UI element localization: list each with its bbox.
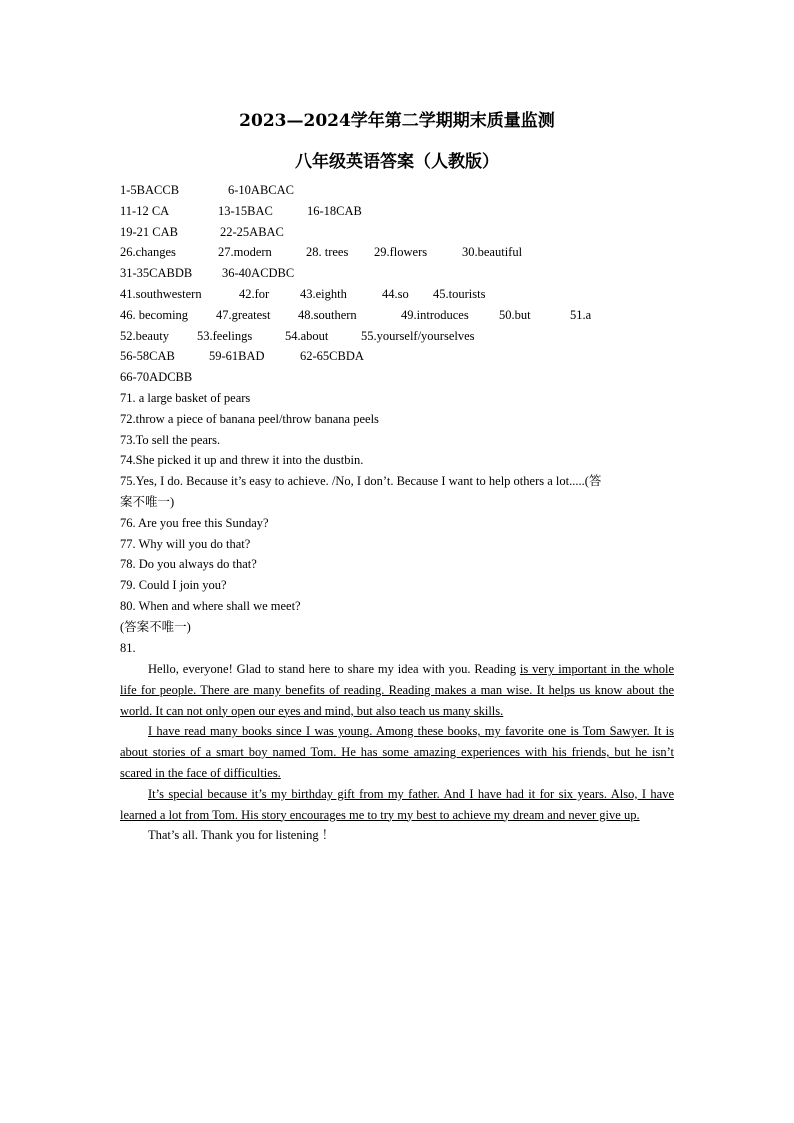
answer-row-8 — [120, 326, 676, 347]
essay-paragraph-3 — [120, 784, 674, 826]
answer-cell: 45.tourists — [433, 286, 486, 301]
answer-cell: 30.beautiful — [462, 245, 523, 260]
answer-key-subtitle: 八年级英语答案（人教版） — [295, 152, 499, 172]
answer-row-7 — [120, 305, 676, 326]
essay-paragraph-2 — [120, 721, 674, 783]
answer-cell: 43.eighth — [300, 286, 347, 301]
model-essay — [120, 659, 674, 846]
answer-76: 76. Are you free this Sunday? — [120, 515, 269, 530]
answer-cell: 28. trees — [306, 245, 349, 260]
answer-cell: 36-40ACDBC — [222, 266, 295, 281]
answer-row-6 — [120, 284, 676, 305]
answer-cell: 16-18CAB — [307, 203, 362, 218]
answer-cell: 41.southwestern — [120, 286, 202, 301]
answer-cell: 56-58CAB — [120, 349, 175, 364]
answer-cell: 42.for — [239, 286, 270, 301]
essay-underlined-text: is very important in the whole life for people. There are many benefits of reading. Reading makes a man wise. It helps us know about the world. It can not only open our eyes and mind, but also teach us many skills. — [120, 662, 674, 718]
answer-77: 77. Why will you do that? — [120, 536, 251, 551]
answer-cell: 19-21 CAB — [120, 224, 178, 239]
answer-cell: 55.yourself/yourselves — [361, 328, 475, 343]
answer-cell: 6-10ABCAC — [228, 183, 294, 197]
answer-cell: 26.changes — [120, 245, 176, 260]
answer-cell: 31-35CABDB — [120, 266, 193, 281]
answer-72: 72.throw a piece of banana peel/throw banana peels — [120, 411, 379, 426]
essay-closing: That’s all. Thank you for listening ！ — [148, 828, 335, 843]
answer-cell: 51.a — [570, 307, 592, 322]
answer-73: 73.To sell the pears. — [120, 432, 221, 447]
answer-cell: 47.greatest — [216, 307, 271, 322]
answer-cell: 62-65CBDA — [300, 349, 364, 364]
answer-note: (答案不唯一) — [120, 619, 191, 634]
answer-list — [120, 180, 676, 658]
essay-paragraph-4 — [120, 825, 674, 846]
answer-71: 71. a large basket of pears — [120, 390, 251, 405]
answer-row-3 — [120, 222, 676, 243]
answer-cell: 50.but — [499, 307, 531, 322]
answer-75-line-1: 75.Yes, I do. Because it’s easy to achieve. /No, I don’t. Because I want to help others a lot.....(答 — [120, 474, 602, 489]
answer-row-1 — [120, 180, 676, 201]
answer-cell: 11-12 CA — [120, 203, 170, 218]
answer-cell: 29.flowers — [374, 245, 428, 260]
answer-row-2 — [120, 201, 676, 222]
essay-plain-text: Hello, everyone! Glad to stand here to share my idea with you. Reading — [148, 662, 520, 676]
essay-underlined-text: I have read many books since I was young. Among these books, my favorite one is Tom Sawyer. It is about stories of a smart boy named Tom. He has some amazing experiences with his friends, but he isn’t scared in the face of difficulties. — [120, 724, 674, 780]
essay-paragraph-1 — [120, 659, 674, 721]
answer-80: 80. When and where shall we meet? — [120, 598, 301, 613]
answer-row-10 — [120, 367, 676, 388]
answer-74: 74.She picked it up and threw it into the dustbin. — [120, 453, 364, 468]
exam-title: 2023—2024学年第二学期期末质量监测 — [239, 111, 555, 131]
answer-cell: 1-5BACCB — [120, 183, 180, 197]
answer-cell: 22-25ABAC — [220, 224, 284, 239]
answer-cell: 44.so — [382, 286, 409, 301]
answer-cell: 48.southern — [298, 307, 357, 322]
answer-cell: 46. becoming — [120, 307, 189, 322]
answer-78: 78. Do you always do that? — [120, 557, 257, 572]
answer-row-5 — [120, 263, 676, 284]
answer-cell: 66-70ADCBB — [120, 370, 193, 385]
answer-row-4 — [120, 242, 676, 263]
answer-cell: 49.introduces — [401, 307, 469, 322]
answer-cell: 13-15BAC — [218, 203, 273, 218]
answer-cell: 52.beauty — [120, 328, 169, 343]
answer-81-label: 81. — [120, 640, 136, 655]
answer-79: 79. Could I join you? — [120, 578, 227, 593]
answer-row-9 — [120, 346, 676, 367]
essay-underlined-text: It’s special because it’s my birthday gift from my father. And I have had it for six years. Also, I have learned a lot from Tom. His story encourages me to try my best to achieve my dream and never give up. — [120, 786, 674, 822]
answer-cell: 54.about — [285, 328, 329, 343]
answer-cell: 59-61BAD — [209, 349, 265, 364]
answer-cell: 27.modern — [218, 245, 272, 260]
answer-75-line-2: 案不唯一) — [120, 494, 175, 509]
answer-cell: 53.feelings — [197, 328, 253, 343]
